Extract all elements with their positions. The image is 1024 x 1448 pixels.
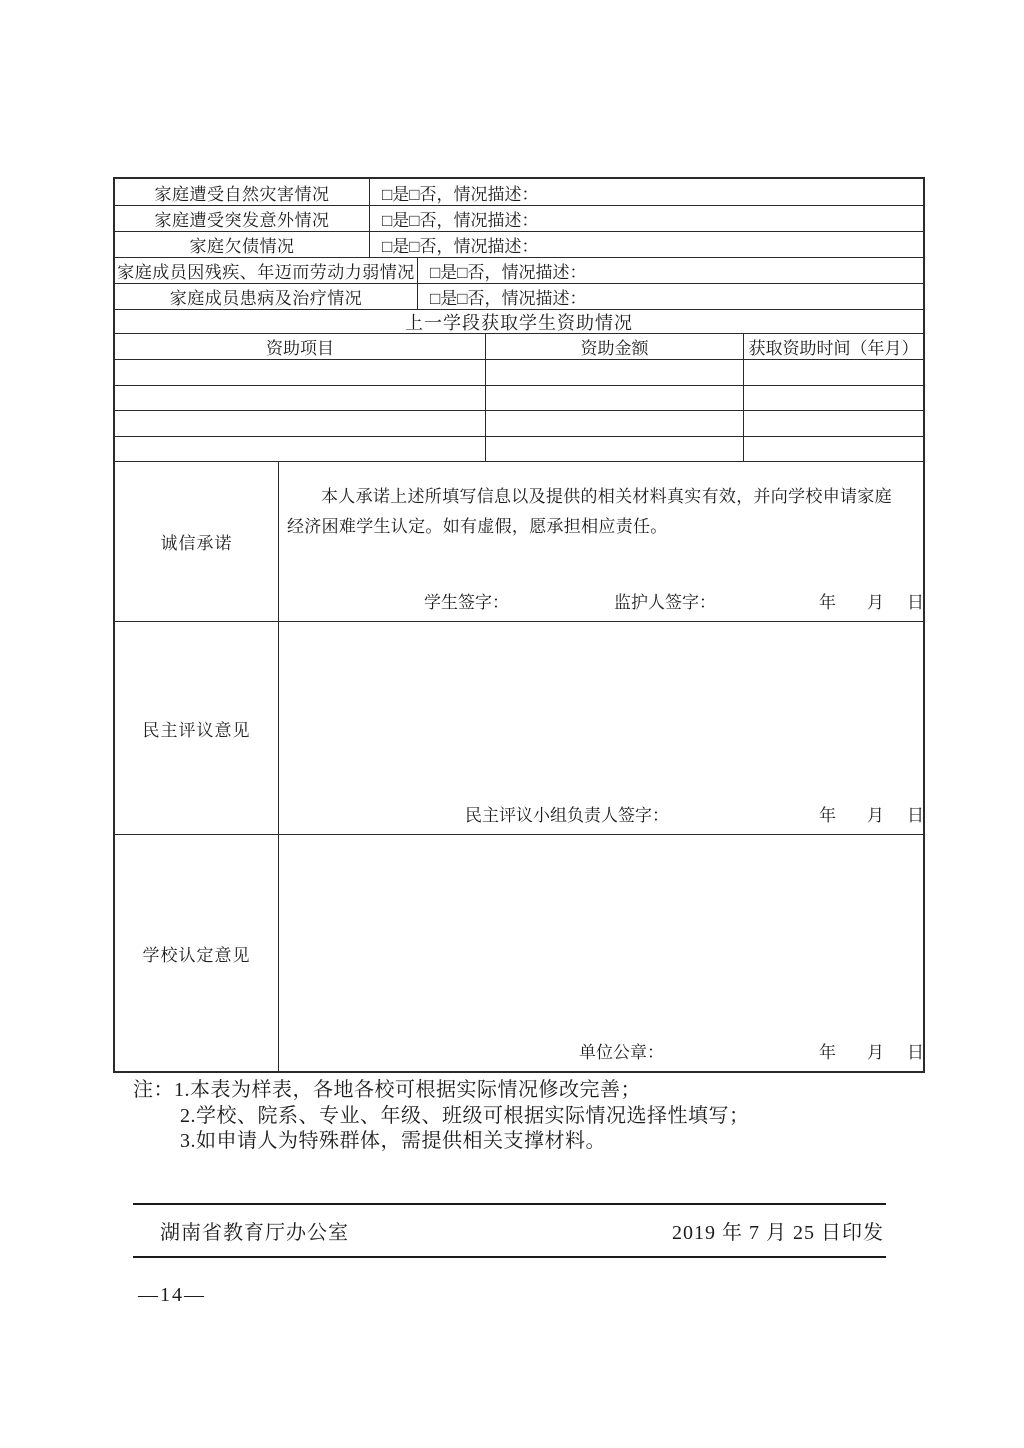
date-year-label: 年 <box>819 1043 836 1062</box>
democratic-review-content <box>279 622 923 834</box>
pledge-statement: 本人承诺上述所填写信息以及提供的相关材料真实有效，并向学校申请家庭经济困难学生认定。如有虚假，愿承担相应责任。 <box>287 487 892 536</box>
democratic-review-row <box>115 621 923 834</box>
aid-column-project: 资助项目 <box>115 334 486 359</box>
issue-date: 2019 年 7 月 25 日印发 <box>672 1222 884 1244</box>
aid-cell-empty <box>115 360 486 385</box>
integrity-pledge-label: 诚信承诺 <box>115 462 279 621</box>
application-form-table <box>113 177 925 1073</box>
aid-table-row <box>115 385 923 411</box>
aid-table-row <box>115 436 923 462</box>
date-year-label: 年 <box>819 806 836 825</box>
page-number: —14— <box>138 1284 206 1306</box>
school-opinion-content <box>279 835 923 1071</box>
row-label: 家庭遭受突发意外情况 <box>115 206 370 231</box>
aid-cell-empty <box>486 360 744 385</box>
row-label: 家庭欠债情况 <box>115 232 370 257</box>
aid-cell-empty <box>744 360 923 385</box>
row-label: 家庭成员患病及治疗情况 <box>115 284 418 309</box>
aid-cell-empty <box>115 386 486 411</box>
note-line-3: 3.如申请人为特殊群体，需提供相关支撑材料。 <box>180 1130 606 1152</box>
date-month-label: 月 <box>867 1043 884 1062</box>
integrity-pledge-content <box>279 462 923 621</box>
aid-cell-empty <box>744 386 923 411</box>
aid-cell-empty <box>115 411 486 436</box>
table-row-illness-treatment <box>115 283 923 309</box>
date-day-label: 日 <box>907 593 924 612</box>
date-month-label: 月 <box>867 593 884 612</box>
guardian-signature-label: 监护人签字： <box>614 593 716 612</box>
aid-cell-empty <box>115 437 486 462</box>
table-row-family-debt <box>115 231 923 257</box>
checkbox-options: □是□否，情况描述： <box>382 184 539 204</box>
checkbox-options: □是□否，情况描述： <box>430 263 587 282</box>
note-line-1: 注：1.本表为样表，各地各校可根据实际情况修改完善； <box>133 1079 641 1101</box>
aid-cell-empty <box>744 411 923 436</box>
school-opinion-label: 学校认定意见 <box>115 835 279 1071</box>
aid-section-title: 上一学段获取学生资助情况 <box>115 309 923 333</box>
aid-column-amount: 资助金额 <box>486 334 744 359</box>
footer-bottom-rule <box>133 1256 886 1258</box>
school-opinion-row <box>115 834 923 1071</box>
aid-table-header <box>115 333 923 359</box>
issuing-office: 湖南省教育厅办公室 <box>160 1222 349 1244</box>
official-seal-label: 单位公章： <box>579 1043 664 1062</box>
aid-table-row <box>115 359 923 385</box>
date-day-label: 日 <box>907 1043 924 1062</box>
review-leader-signature-label: 民主评议小组负责人签字： <box>465 806 669 825</box>
date-month-label: 月 <box>867 806 884 825</box>
row-label: 家庭遭受自然灾害情况 <box>115 179 370 205</box>
integrity-pledge-row <box>115 461 923 621</box>
checkbox-options: □是□否，情况描述： <box>382 211 539 230</box>
form-notes <box>133 1078 873 1155</box>
checkbox-options: □是□否，情况描述： <box>430 289 587 308</box>
checkbox-options: □是□否，情况描述： <box>382 237 539 256</box>
aid-column-time: 获取资助时间（年月） <box>748 339 919 358</box>
issuing-footer <box>133 1205 886 1256</box>
date-day-label: 日 <box>907 806 924 825</box>
aid-cell-empty <box>486 437 744 462</box>
table-row-natural-disaster <box>115 179 923 205</box>
student-signature-label: 学生签字： <box>424 593 509 612</box>
aid-cell-empty <box>486 386 744 411</box>
aid-cell-empty <box>744 437 923 462</box>
table-row-sudden-accident <box>115 205 923 231</box>
row-label: 家庭成员因残疾、年迈而劳动力弱情况 <box>115 258 418 283</box>
aid-table-row <box>115 410 923 436</box>
note-line-2: 2.学校、院系、专业、年级、班级可根据实际情况选择性填写； <box>180 1104 750 1127</box>
date-year-label: 年 <box>819 593 836 612</box>
democratic-review-label: 民主评议意见 <box>115 622 279 834</box>
aid-cell-empty <box>486 411 744 436</box>
table-row-weak-labor <box>115 257 923 283</box>
